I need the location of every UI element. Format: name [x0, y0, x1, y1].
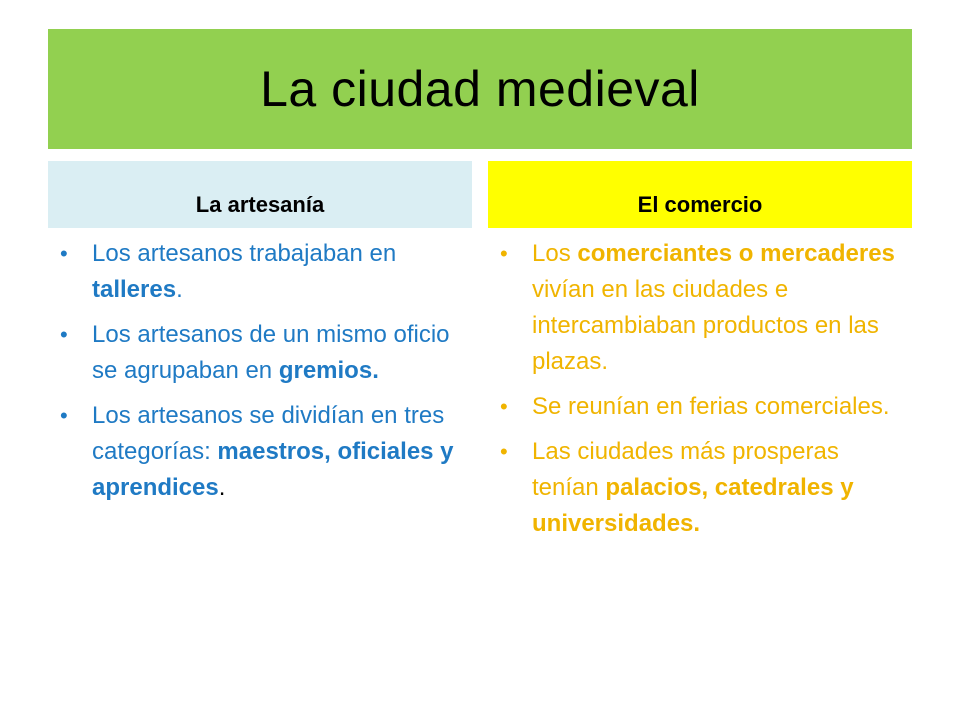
list-item: [498, 236, 898, 380]
list-item: [58, 317, 458, 389]
bullet-text: Los artesanos de un mismo oficio se agrupaban en: [92, 321, 450, 384]
list-item: [498, 389, 898, 425]
slide-title: La ciudad medieval: [260, 61, 700, 117]
left-bullet-list: [58, 236, 458, 506]
left-column-header-label: La artesanía: [195, 192, 325, 217]
bullet-icon: •: [60, 403, 68, 428]
bullet-highlight: talleres: [92, 276, 177, 303]
right-column-header: [488, 161, 912, 228]
list-item: [58, 236, 458, 308]
bullet-highlight: gremios.: [278, 357, 379, 384]
bullet-text: Los artesanos trabajaban en: [92, 240, 397, 267]
bullet-text: .: [176, 276, 183, 303]
bullet-highlight: comerciantes o mercaderes: [577, 240, 895, 267]
bullet-icon: •: [500, 241, 508, 266]
bullet-text: .: [218, 474, 226, 501]
bullet-text: Los artesanos se dividían en tres categorías:: [92, 402, 445, 465]
right-column-header-label: El comercio: [637, 192, 763, 217]
bullet-icon: •: [60, 241, 68, 266]
left-column-header: [48, 161, 472, 228]
bullet-icon: •: [500, 439, 508, 464]
bullet-highlight: maestros, oficiales y aprendices: [92, 438, 454, 501]
bullet-icon: •: [60, 322, 68, 347]
bullet-highlight: palacios, catedrales y universidades.: [532, 474, 854, 537]
bullet-icon: •: [500, 394, 508, 419]
left-column-body: [58, 236, 458, 515]
list-item: [58, 398, 458, 506]
bullet-text: vivían en las ciudades e intercambiaban productos en las plazas.: [532, 276, 879, 375]
right-bullet-list: [498, 236, 898, 542]
right-column-body: [498, 236, 898, 551]
bullet-text: Se reunían en ferias comerciales.: [532, 393, 890, 420]
bullet-text: Los: [532, 240, 578, 267]
list-item: [498, 434, 898, 542]
title-banner: [48, 29, 912, 149]
bullet-text: Las ciudades más prosperas tenían: [532, 438, 839, 501]
